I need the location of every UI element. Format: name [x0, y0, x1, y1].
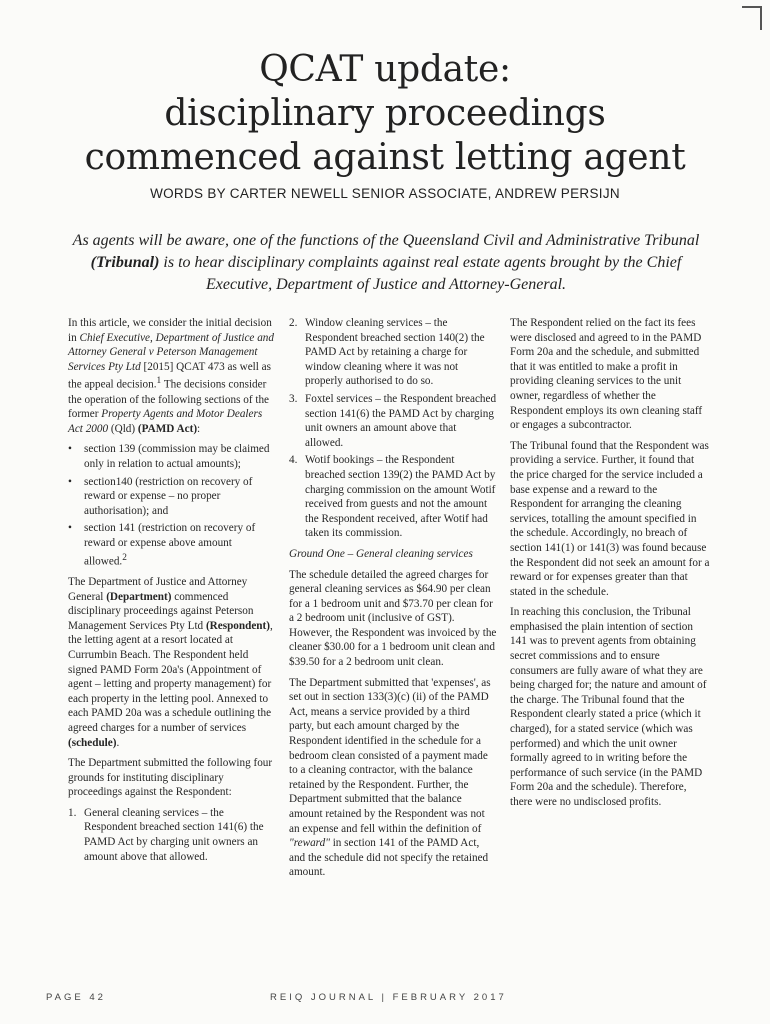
footnote-ref-2: 2: [122, 552, 127, 563]
col1-paragraph-2: The Department of Justice and Attorney General (Department) commenced disciplinary proceedings against Peterson Management Services Pty Ltd (Respondent), the letting agent at a resort located at Currumbin Beach. The Respondent held signed PAMD Form 20a's (Appointment of agent – letting and property management) for each property in the letting pool. Annexed to each PAMD 20a was a schedule outlining the agreed charges for a number of services (schedule).: [68, 575, 273, 749]
act-name: Property Agents and Motor Dealers Act 2000: [68, 408, 263, 435]
col2-paragraph-1: The schedule detailed the agreed charges for general cleaning services as $64.90 per clean for a 1 bedroom unit and $73.70 per clean for a 2 bedroom unit (inclusive of GST). However, the Respondent was invoiced by the cleaner $30.00 for a 1 bedroom unit clean and $39.50 for a 2 bedroom unit clean.: [289, 568, 497, 669]
sections-list: [68, 442, 274, 568]
column-1: [68, 316, 274, 870]
intro-bold: (Tribunal): [90, 254, 160, 271]
title-line-1: QCAT update:: [259, 49, 511, 90]
list-item: • section140 (restriction on recovery of reward or expense – no proper authorisation); and: [68, 475, 253, 517]
column-3: [510, 316, 710, 816]
page-corner-mark: [742, 6, 762, 30]
intro-text-b: is to hear disciplinary complaints against real estate agents brought by the Chief Executive, Department of Justice and Attorney-General.: [159, 254, 682, 293]
journal-issue: REIQ JOURNAL | FEBRUARY 2017: [270, 992, 507, 1003]
col3-paragraph-2: The Tribunal found that the Respondent was providing a service. Further, it found that the price charged for the service included a base expense and a reward to the Respondent for arranging the cleaning services, totalling the amount specified in the schedule. Accordingly, no breach of section 141(1) or 141(3) was found because the Respondent did not seek an amount for a reward or for expenses greater than that stated in the schedule.: [510, 439, 710, 598]
col1-paragraph-1: In this article, we consider the initial decision in Chief Executive, Department of Justice and Attorney General v Peterson Management Services Pty Ltd [2015] QCAT 473 as well as the appeal decision.$^1$ The decisions consider the operation of the following sections of the former Property Agents and Motor Dealers Act 2000 (Qld) (PAMD Act):: [68, 317, 274, 435]
col2-paragraph-2: The Department submitted that 'expenses', as set out in section 133(3)(c) (ii) of the PAMD Act, means a service provided by a third party, but each amount charged by the Respondent identified in the schedule for a bedroom clean consisted of a payment made to a cleaning contractor, with the balance retained by the Respondent. Further, the Department submitted that the balance amount retained by the Respondent was not an expense and fell within the definition of "reward" in section 141 of the PAMD Act, and the schedule did not specify the retained amount.: [289, 676, 491, 879]
list-item: 1. General cleaning services – the Respondent breached section 141(6) the PAMD Act by charging unit owners an amount above that allowed.: [68, 806, 264, 863]
list-item: 3. Foxtel services – the Respondent breached section 141(6) the PAMD Act by charging unit owners an amount above that allowed.: [289, 392, 497, 449]
col3-paragraph-3: In reaching this conclusion, the Tribunal emphasised the plain intention of section 141 was to prevent agents from obtaining secret commissions and to ensure consumers are fully aware of what they are being charged for; the nature and amount of the charge. The Tribunal found that the Respondent clearly stated a price (which it charged), for a stated service (which was performed) and which the unit owner formally agreed to in writing before the performance of such service (in the PAMD Form 20a and the schedule). Therefore, there were no undisclosed profits.: [510, 606, 707, 808]
bullet-icon: •: [68, 475, 72, 488]
title-line-3: commenced against letting agent: [84, 137, 686, 178]
list-item: • section 141 (restriction on recovery of reward or expense above amount allowed.$^2$: [68, 522, 256, 568]
section-heading: Ground One – General cleaning services: [289, 547, 473, 560]
article-title: [0, 48, 770, 180]
list-item: 4. Wotif bookings – the Respondent breached section 139(2) the PAMD Act by charging commission on the amount Wotif received from guests and not the amount the Respondent received, after Wotif had taken its commission.: [289, 454, 496, 540]
intro-text-a: As agents will be aware, one of the functions of the Queensland Civil and Administrative Tribunal: [72, 232, 700, 249]
list-item: • section 139 (commission may be claimed only in relation to actual amounts);: [68, 443, 270, 471]
grounds-list-continued: [289, 316, 497, 541]
byline: WORDS BY CARTER NEWELL SENIOR ASSOCIATE, ANDREW PERSIJN: [150, 186, 620, 201]
intro-paragraph: [66, 230, 706, 296]
page-number: PAGE 42: [46, 992, 106, 1003]
case-name: Chief Executive, Department of Justice and Attorney General v Peterson Management Services Pty Ltd: [68, 331, 274, 373]
col1-paragraph-3: The Department submitted the following four grounds for instituting disciplinary proceedings against the Respondent:: [68, 757, 273, 799]
title-line-2: disciplinary proceedings: [164, 93, 606, 134]
list-item: 2. Window cleaning services – the Respondent breached section 140(2) the PAMD Act by retaining a charge for window cleaning where it was not properly authorised to do so.: [289, 317, 485, 388]
bullet-icon: •: [68, 443, 72, 456]
bullet-icon: •: [68, 522, 72, 535]
grounds-list-start: [68, 806, 274, 864]
footnote-ref-1: 1: [156, 376, 162, 387]
col3-paragraph-1: The Respondent relied on the fact its fees were disclosed and agreed to in the PAMD Form 20a and the schedule, and submitted that it was entitled to make a profit in providing cleaning services to the unit owner, regardless of whether the Respondent employs its own cleaning staff or engages a subcontractor.: [510, 317, 703, 432]
column-2: [289, 316, 497, 886]
